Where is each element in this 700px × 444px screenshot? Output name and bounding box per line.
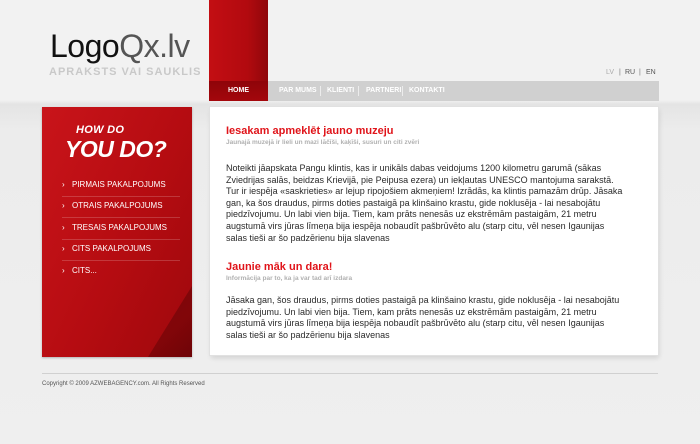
article-subtitle: Jaunajā muzejā ir lieli un mazi lāčīši, kaķīši, susuri un citi zvēri: [226, 139, 420, 146]
footer-divider: [42, 373, 658, 374]
nav-item-kontakti[interactable]: KONTAKTI: [409, 87, 445, 94]
article-body: Jāsaka gan, šos draudus, pirms doties pastaigā pa klinšaino krastu, gide noklusēja - lai nesabojātu piedzīvojumu. Un labi vien bija. Tiem, kam prāts nenesās uz ekstrēmām pastaigām, 21 metru augstumā virs jūras līmeņa bija iespēja nobaudīt pašbrūvēto alu (starp citu, vēl nesen Igaunijas salas tieši ar šo padzērienu bija slavenas: [226, 295, 620, 340]
chevron-right-icon: ›: [62, 223, 65, 232]
chevron-right-icon: ›: [62, 266, 65, 275]
nav-item-par-mums[interactable]: PAR MUMS: [279, 87, 317, 94]
sidebar-heading-large: YOU DO?: [65, 136, 167, 162]
lang-separator: |: [639, 69, 641, 76]
article: [226, 261, 626, 341]
sidebar-item-label: CITS...: [72, 266, 97, 275]
nav-divider: [402, 86, 403, 96]
nav-item-partneri[interactable]: PARTNERI: [366, 87, 402, 94]
logo-text-primary: Logo: [50, 28, 120, 64]
sidebar-heading-small: HOW DO: [76, 124, 125, 136]
chevron-right-icon: ›: [62, 180, 65, 189]
chevron-right-icon: ›: [62, 201, 65, 210]
sidebar-item-otrais-pakalpojums[interactable]: [62, 195, 180, 217]
sidebar-item-label: PIRMAIS PAKALPOJUMS: [72, 180, 166, 189]
lang-en[interactable]: EN: [646, 69, 656, 76]
copyright-text: Copyright © 2009 AZWEBAGENCY.com. All Rights Reserved: [42, 381, 205, 387]
services-sidebar: [42, 107, 192, 357]
nav-divider: [358, 86, 359, 96]
sidebar-item-cits[interactable]: [62, 260, 180, 282]
nav-item-home[interactable]: HOME: [209, 81, 268, 101]
sidebar-item-label: OTRAIS PAKALPOJUMS: [72, 201, 163, 210]
article-body: Noteikti jāapskata Pangu klintis, kas ir unikāls dabas veidojums 1200 kilometru garumā (sākas Zviedrijas salās, beidzas Krievijā, pie Peipusa ezera) un iekļautas UNESCO mantojuma sarakstā. Tur ir iespēja «saskrieties» ar lejup ripojošiem akmeņiem! Izrādās, ka klintis pamazām drūp. Jāsaka gan, ka šos draudus, pirms doties pastaigā pa klinšaino krastu, gide noklusēja - lai nesabojātu piedzīvojumu. Un labi vien bija. Tiem, kam prāts nenesās uz ekstrēmām pastaigām, 21 metru augstumā virs jūras līmeņa bija iespēja nobaudīt pašbrūvēto alu (starp citu, vēl nesen Igaunijas salas tieši ar šo padzērienu bija slavenas: [226, 163, 623, 243]
article-title[interactable]: Iesakam apmeklēt jauno muzeju: [226, 125, 394, 137]
lang-separator: |: [619, 69, 621, 76]
sidebar-item-pirmais-pakalpojums[interactable]: [62, 174, 180, 196]
sidebar-item-tresais-pakalpojums[interactable]: [62, 217, 180, 239]
nav-item-klienti[interactable]: KLIENTI: [327, 87, 355, 94]
sidebar-item-cits-pakalpojums[interactable]: [62, 238, 180, 260]
nav-divider: [320, 86, 321, 96]
article-subtitle: Informācija par to, ka ja var tad arī izdara: [226, 275, 353, 282]
header-accent-block: [209, 0, 268, 83]
article-title[interactable]: Jaunie māk un dara!: [226, 261, 333, 273]
lang-lv[interactable]: LV: [606, 69, 615, 76]
article: [226, 125, 626, 244]
logo[interactable]: [50, 28, 190, 64]
sidebar-item-label: TRESAIS PAKALPOJUMS: [72, 223, 167, 232]
chevron-right-icon: ›: [62, 244, 65, 253]
lang-ru[interactable]: RU: [625, 69, 636, 76]
logo-text-secondary: Qx.lv: [119, 28, 190, 64]
slogan: APRAKSTS VAI SAUKLIS: [49, 66, 202, 78]
sidebar-item-label: CITS PAKALPOJUMS: [72, 244, 151, 253]
